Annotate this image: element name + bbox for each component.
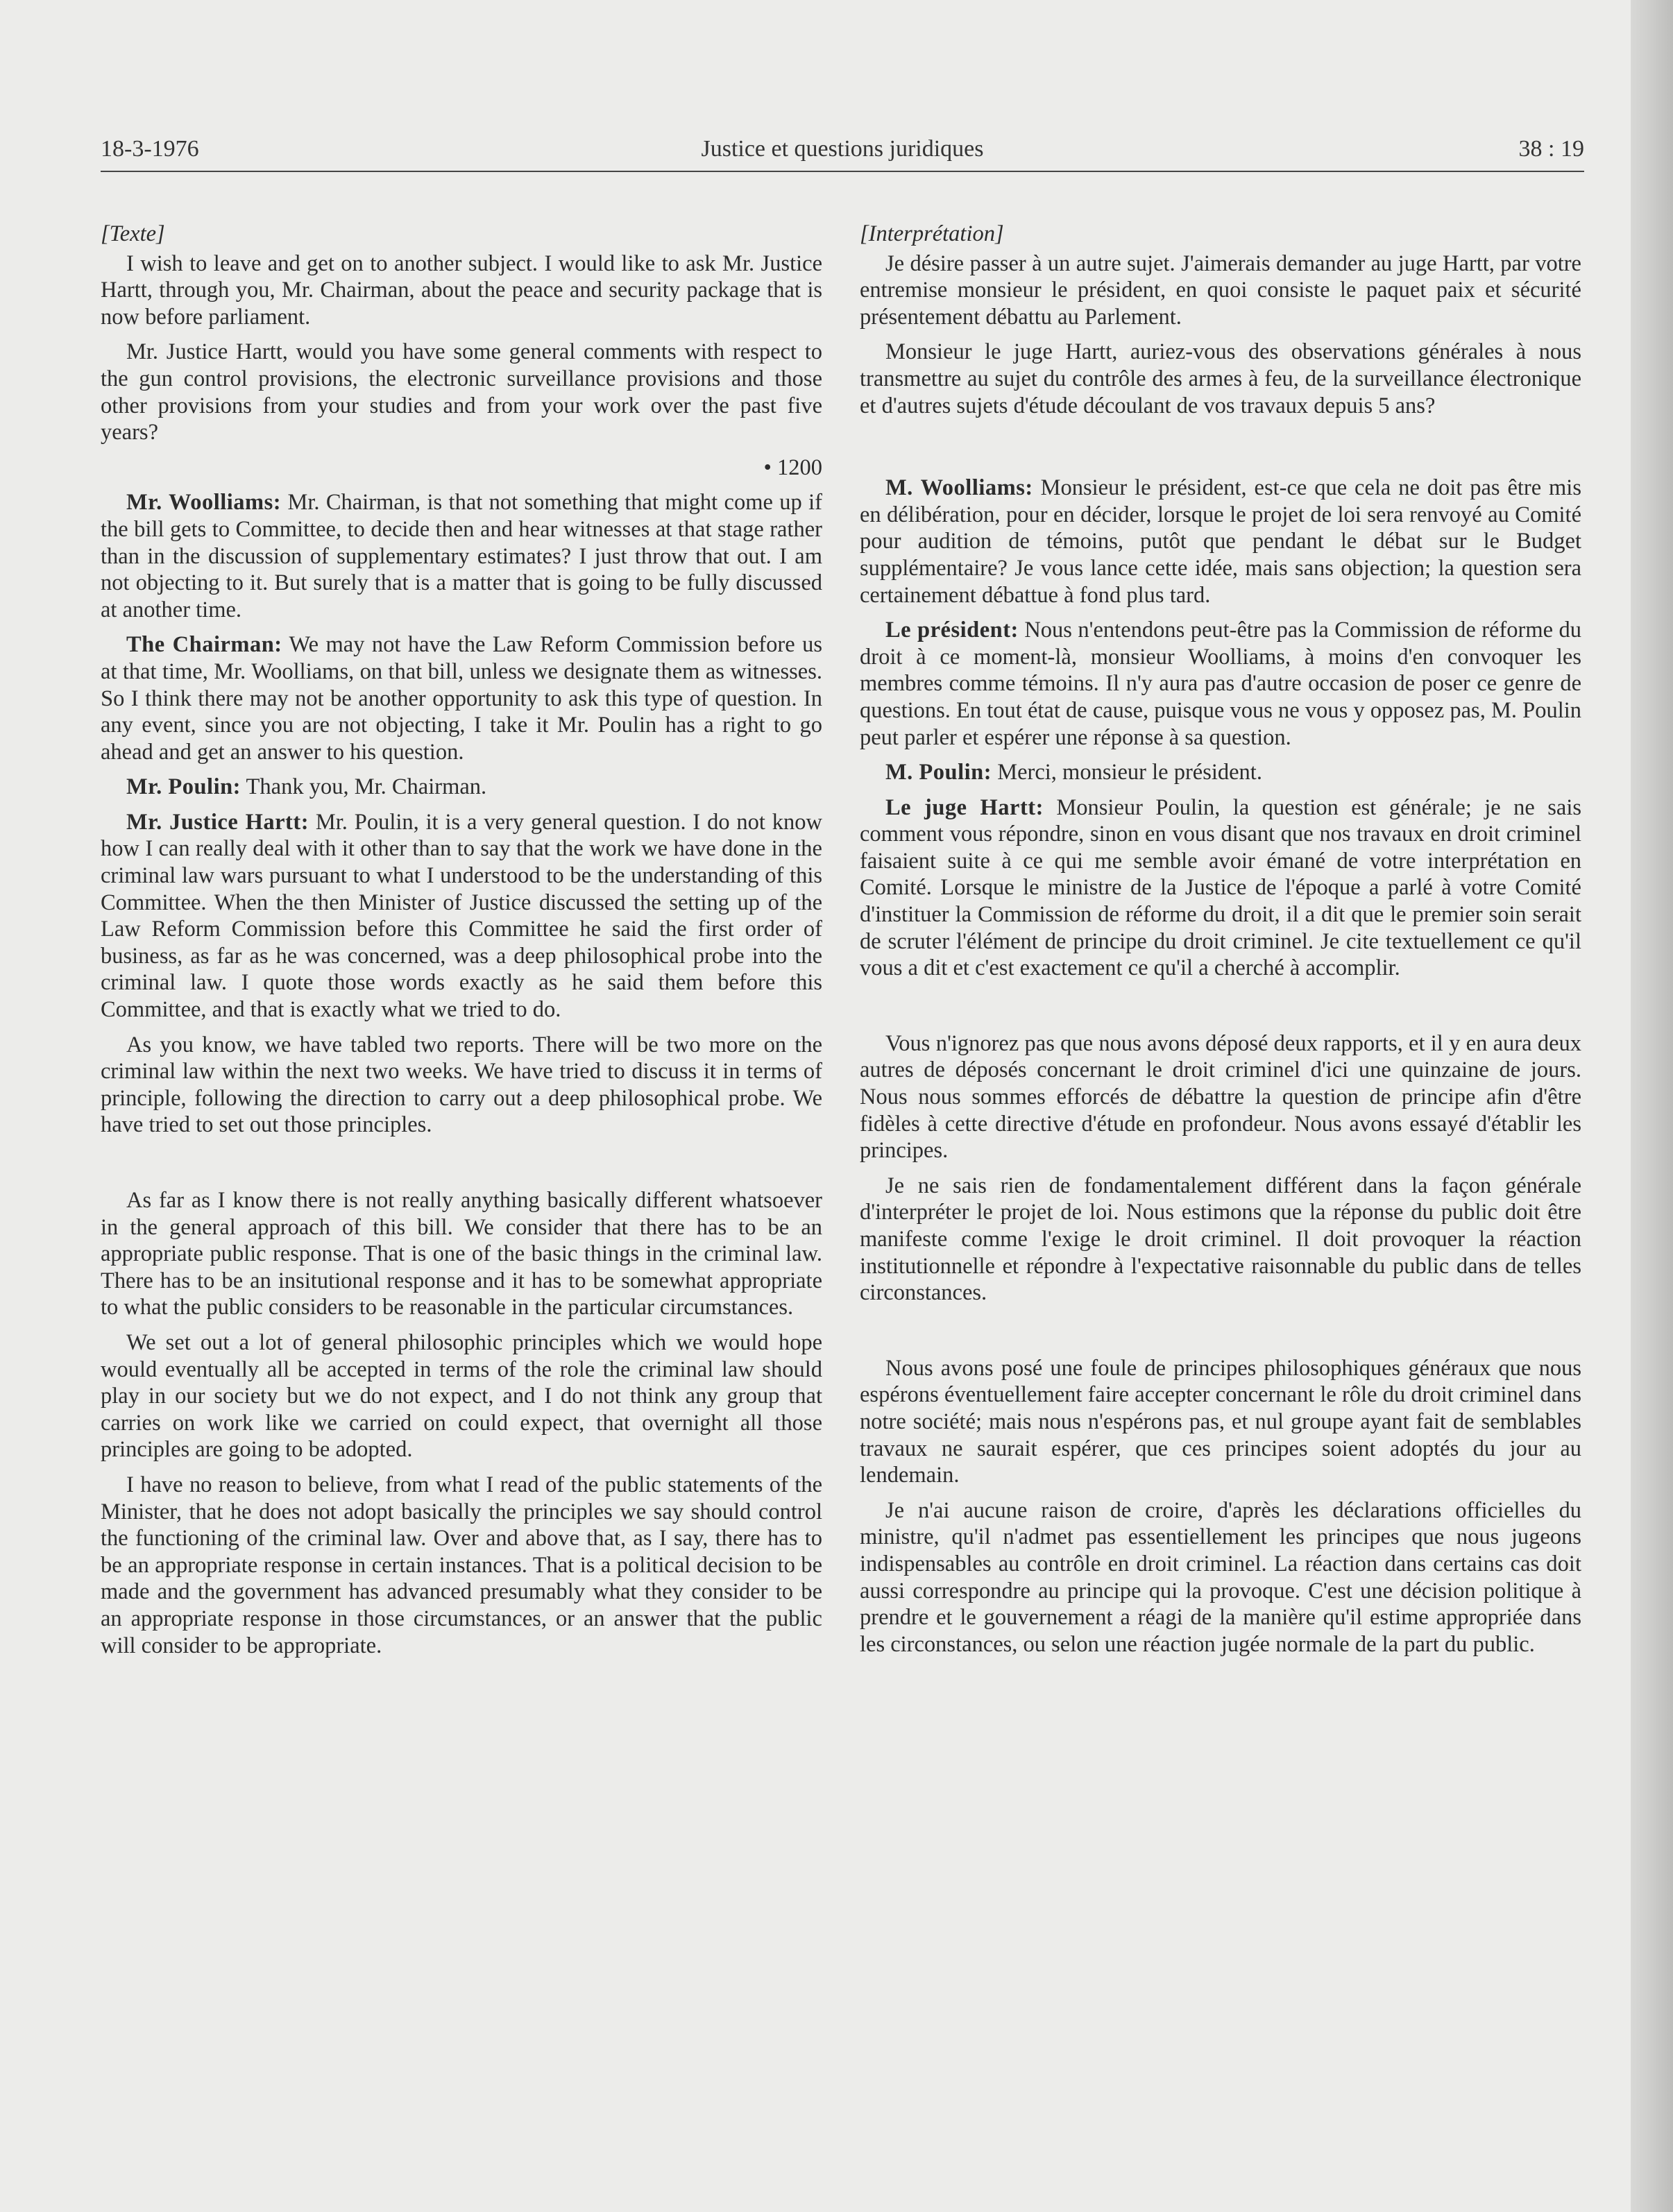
speaker-name: Le juge Hartt:: [885, 794, 1044, 820]
paragraph: Je désire passer à un autre sujet. J'aimerais demander au juge Hartt, par votre entremise monsieur le président, en quoi consiste le paquet paix et sécurité présentement débattu au Parlement.: [860, 250, 1581, 330]
paragraph: Nous avons posé une foule de principes philosophiques généraux que nous espérons éventuellement faire accepter concernant le rôle du droit criminel dans notre société; mais nous n'espérons pas, et nul groupe ayant fait de semblables travaux ne saurait espérer, que ces principes soient adoptés du jour au lendemain.: [860, 1355, 1581, 1488]
french-column: [860, 221, 1581, 1666]
header-page-number: 38 : 19: [1518, 136, 1584, 162]
speech-text: Merci, monsieur le président.: [992, 760, 1262, 785]
time-marker: • 1200: [763, 454, 822, 480]
speaker-name: Mr. Poulin:: [126, 774, 241, 800]
speaker-name: Mr. Justice Hartt:: [126, 809, 309, 835]
speech-text: Mr. Chairman, is that not something that might come up if the bill gets to Committee, to decide then and hear witnesses at that stage rather than in the discussion of supplementary estimates? I just throw that out. I am not objecting to it. But surely that is a matter that is going to be fully discussed at another time.: [101, 490, 822, 622]
paragraph: I have no reason to believe, from what I read of the public statements of the Minister, that he does not adopt basically the principles we say should control the functioning of the criminal law. Over and above that, as I say, there has to be an appropriate response in certain instances. That is a political decision to be made and the government has advanced presumably what they consider to be an appropriate response in those circumstances, or an answer that the public will consider to be appropriate.: [101, 1472, 822, 1658]
speaker-name: M. Poulin:: [885, 760, 992, 785]
speech-paragraph: [860, 617, 1581, 751]
speech-text: We may not have the Law Reform Commission before us at that time, Mr. Woolliams, on that bill, unless we designate them as witnesses. So I think there may not be another opportunity to ask this type of question. In any event, since you are not objecting, I take it Mr. Poulin has a right to go ahead and get an answer to his question.: [101, 632, 822, 765]
paragraph: I wish to leave and get on to another subject. I would like to ask Mr. Justice Hartt, through you, Mr. Chairman, about the peace and security package that is now before parliament.: [101, 250, 822, 330]
page-header: [101, 136, 1584, 169]
speech-text: Nous n'entendons peut-être pas la Commission de réforme du droit à ce moment-là, monsieur Woolliams, à moins d'en convoquer les membres comme témoins. Il n'y aura pas d'autre occasion de poser ce genre de questions. En tout état de cause, puisque vous ne vous y opposez pas, M. Poulin peut parler et espérer une réponse à sa question.: [860, 618, 1581, 750]
speech-paragraph: [101, 774, 822, 801]
speech-text: Monsieur le président, est-ce que cela ne doit pas être mis en délibération, pour en décider, lorsque le projet de loi sera renvoyé au Comité pour audition de témoins, putôt que pendant le débat sur le Budget supplémentaire? Je vous lance cette idée, mais sans objection; la question sera certainement débattue à fond plus tard.: [860, 475, 1581, 608]
speech-paragraph: [860, 794, 1581, 982]
paragraph: Monsieur le juge Hartt, auriez-vous des observations générales à nous transmettre au sujet du contrôle des armes à feu, de la surveillance électronique et d'autres sujets d'étude découlant de vos travaux depuis 5 ans?: [860, 339, 1581, 418]
header-title: Justice et questions juridiques: [701, 136, 984, 162]
speech-text: Thank you, Mr. Chairman.: [241, 774, 487, 800]
header-rule: [101, 171, 1584, 172]
speech-paragraph: [101, 489, 822, 623]
paragraph: Mr. Justice Hartt, would you have some general comments with respect to the gun control provisions, the electronic surveillance provisions and those other provisions from your studies and from your work over the past five years?: [101, 339, 822, 445]
speech-text: Monsieur Poulin, la question est générale; je ne sais comment vous répondre, sinon en vous disant que nos travaux en droit criminel faisaient suite à ce qui me semble avoir émané de votre interprétation en Comité. Lorsque le ministre de la Justice de l'époque a parlé à votre Comité d'instituer la Commission de réforme du droit, il a dit que le premier soin serait de scruter l'élément de principe du droit criminel. Je cite textuellement ce qu'il vous a dit et c'est exactement ce qu'il a cherché à accomplir.: [860, 794, 1581, 981]
page-edge: [1631, 0, 1673, 2212]
paragraph: As far as I know there is not really anything basically different whatsoever in the general approach of this bill. We consider that there has to be an appropriate public response. That is one of the basic things in the criminal law. There has to be an insitutional response and it has to be somewhat appropriate to what the public considers to be reasonable in the particular circumstances.: [101, 1188, 822, 1320]
speaker-name: M. Woolliams:: [885, 475, 1033, 501]
paragraph: Je ne sais rien de fondamentalement différent dans la façon générale d'interpréter le projet de loi. Nous estimons que la réponse du public doit être manifeste comme l'exige le droit criminel. Il doit provoquer la réaction institutionnelle et répondre à l'expectative raisonnable du public dans de telles circonstances.: [860, 1173, 1581, 1306]
speaker-name: The Chairman:: [126, 632, 282, 658]
speech-paragraph: [101, 809, 822, 1023]
speech-paragraph: [860, 759, 1581, 786]
text-label: [Texte]: [101, 221, 165, 246]
paragraph: We set out a lot of general philosophic principles which we would hope would eventually all be accepted in terms of the role the criminal law should play in our society but we do not expect, and I do not think any group that carries on work like we carried on could expect, that overnight all those principles are going to be adopted.: [101, 1329, 822, 1463]
paragraph: Vous n'ignorez pas que nous avons déposé deux rapports, et il y en aura deux autres de déposés concernant le droit criminel d'ici une quinzaine de jours. Nous nous sommes efforcés de débattre la question de principe afin d'être fidèles à cette directive d'étude en profondeur. Nous avons essayé d'établir les principes.: [860, 1030, 1581, 1164]
speaker-name: Mr. Woolliams:: [126, 490, 282, 516]
speech-text: Mr. Poulin, it is a very general question. I do not know how I can really deal with it other than to say that the work we have done in the criminal law wars pursuant to what I understood to be the understanding of this Committee. When the then Minister of Justice discussed the setting up of the Law Reform Commission before this Committee he said the first order of business, as far as he was concerned, was a deep philosophical probe into the criminal law. I quote those words exactly as he said them before this Committee, and that is exactly what we tried to do.: [101, 809, 822, 1023]
speaker-name: Le président:: [885, 618, 1019, 643]
paragraph: Je n'ai aucune raison de croire, d'après les déclarations officielles du ministre, qu'il n'admet pas essentiellement les principes que nous jugeons indispensables au contrôle en droit criminel. La réaction dans certains cas doit aussi correspondre au principe qui la provoque. C'est une décision politique à prendre et le gouvernement a réagi de la manière qu'il estime appropriée dans les circonstances, ou selon une réaction jugée normale de la part du public.: [860, 1497, 1581, 1657]
header-date: 18-3-1976: [101, 136, 199, 162]
interpretation-label: [Interprétation]: [860, 221, 1004, 246]
paragraph: As you know, we have tabled two reports. There will be two more on the criminal law within the next two weeks. We have tried to discuss it in terms of principle, following the direction to carry out a deep philosophical probe. We have tried to set out those principles.: [101, 1032, 822, 1138]
speech-paragraph: [101, 631, 822, 765]
english-column: [101, 221, 822, 1667]
speech-paragraph: [860, 475, 1581, 609]
